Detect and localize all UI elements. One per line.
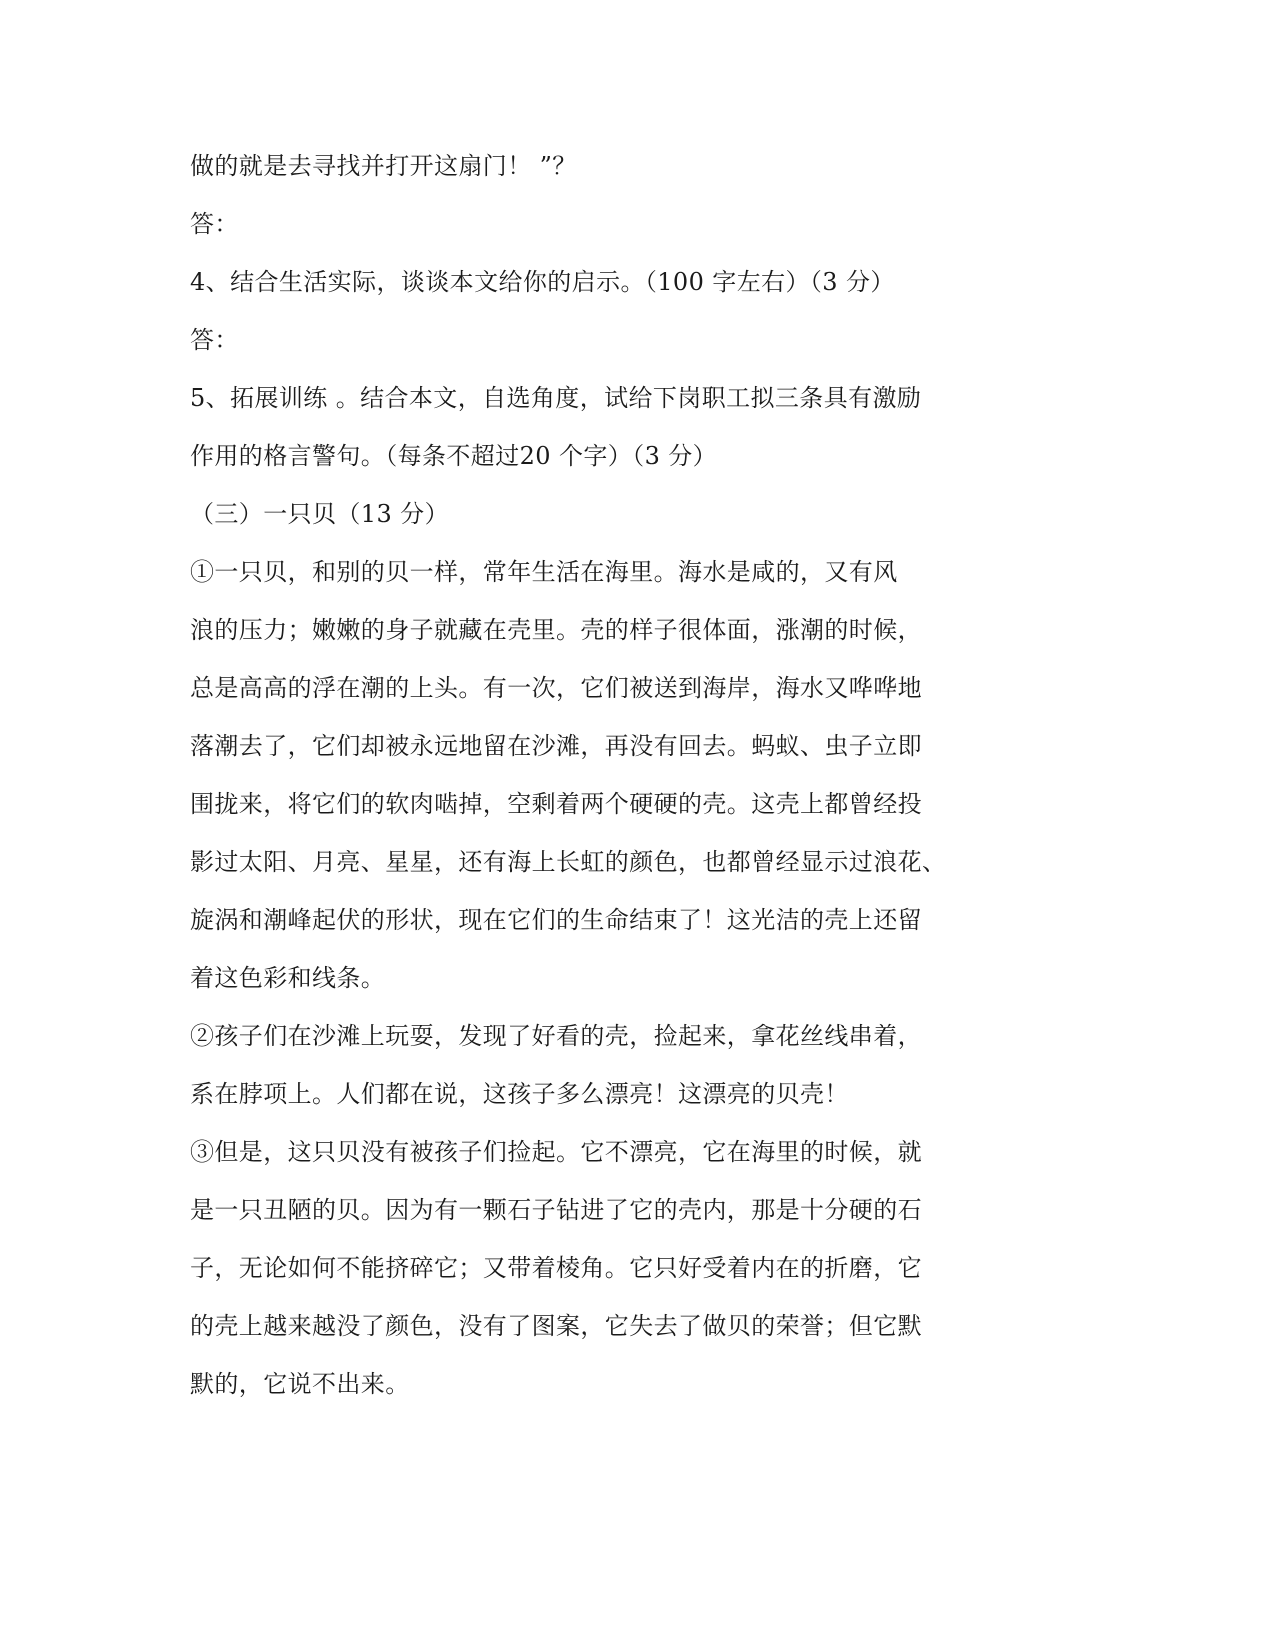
paragraph-line: 落潮去了，它们却被永远地留在沙滩，再没有回去。蚂蚁、虫子立即 bbox=[190, 732, 922, 760]
paragraph-line: 浪的压力；嫩嫩的身子就藏在壳里。壳的样子很体面，涨潮的时候， bbox=[190, 616, 922, 644]
paragraph-line: 着这色彩和线条。 bbox=[190, 964, 386, 992]
answer-label: 答： bbox=[190, 326, 239, 354]
paragraph-line: ③但是，这只贝没有被孩子们捡起。它不漂亮，它在海里的时候，就 bbox=[190, 1138, 922, 1166]
paragraph-line: 系在脖项上。人们都在说，这孩子多么漂亮！这漂亮的贝壳！ bbox=[190, 1080, 849, 1108]
paragraph-line: 围拢来，将它们的软肉啮掉，空剩着两个硬硬的壳。这壳上都曾经投 bbox=[190, 790, 922, 818]
paragraph-line: 是一只丑陋的贝。因为有一颗石子钻进了它的壳内，那是十分硬的石 bbox=[190, 1196, 922, 1224]
paragraph-line: 旋涡和潮峰起伏的形状，现在它们的生命结束了！这光洁的壳上还留 bbox=[190, 906, 922, 934]
paragraph-line: 默的，它说不出来。 bbox=[190, 1370, 410, 1398]
question-5: 5、拓展训练 。结合本文，自选角度，试给下岗职工拟三条具有激励 bbox=[190, 384, 922, 412]
paragraph-line: ①一只贝，和别的贝一样，常年生活在海里。海水是咸的，又有风 bbox=[190, 558, 898, 586]
paragraph-line: ②孩子们在沙滩上玩耍，发现了好看的壳，捡起来，拿花丝线串着， bbox=[190, 1022, 922, 1050]
paragraph-line: 总是高高的浮在潮的上头。有一次，它们被送到海岸，海水又哗哗地 bbox=[190, 674, 922, 702]
paragraph-line: 子，无论如何不能挤碎它；又带着棱角。它只好受着内在的折磨，它 bbox=[190, 1254, 922, 1282]
paragraph-line: 影过太阳、月亮、星星，还有海上长虹的颜色，也都曾经显示过浪花、 bbox=[190, 848, 947, 876]
answer-label: 答： bbox=[190, 210, 239, 238]
text-line: 作用的格言警句。（每条不超过20 个字）（3 分） bbox=[190, 442, 718, 470]
text-line: 做的就是去寻找并打开这扇门！ ”？ bbox=[190, 152, 577, 180]
section-heading: （三）一只贝（13 分） bbox=[190, 500, 449, 528]
question-4: 4、结合生活实际，谈谈本文给你的启示。（100 字左右）（3 分） bbox=[190, 268, 895, 296]
paragraph-line: 的壳上越来越没了颜色，没有了图案，它失去了做贝的荣誉；但它默 bbox=[190, 1312, 922, 1340]
